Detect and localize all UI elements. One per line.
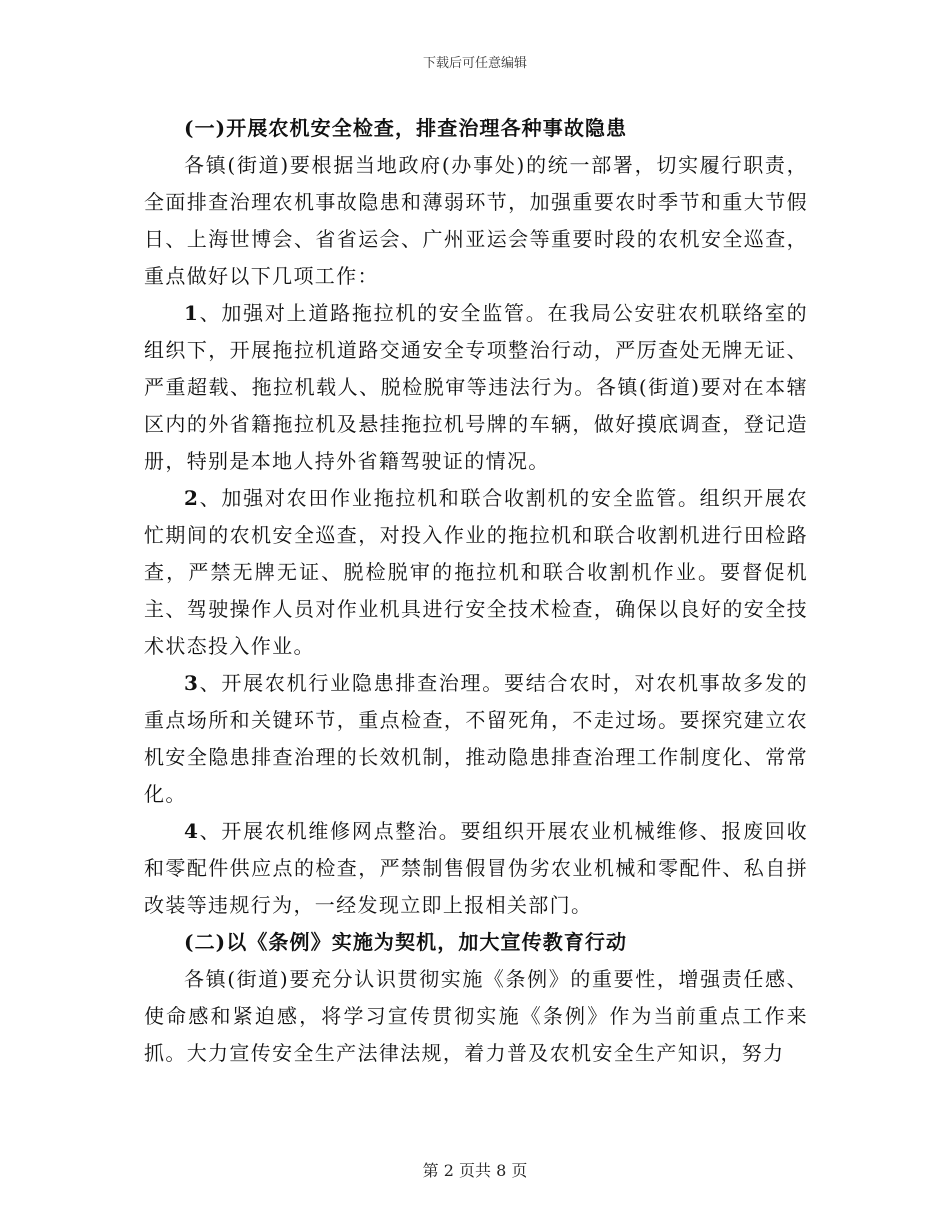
section-1-item-3 [144, 665, 808, 813]
section-1-item-2 [144, 480, 808, 665]
item-number: 2 [184, 486, 200, 510]
item-text: 、加强对上道路拖拉机的安全监管。在我局公安驻农机联络室的组织下，开展拖拉机道路交通安全专项整治行动，严厉查处无牌无证、严重超载、拖拉机载人、脱检脱审等违法行为。各镇(街道)要对在本辖区内的外省籍拖拉机及悬挂拖拉机号牌的车辆，做好摸底调查，登记造册，特别是本地人持外省籍驾驶证的情况。 [144, 301, 808, 473]
item-number: 4 [184, 819, 200, 843]
document-body [144, 110, 808, 1072]
item-text: 、开展农机维修网点整治。要组织开展农业机械维修、报废回收和零配件供应点的检查，严禁制售假冒伪劣农业机械和零配件、私自拼改装等违规行为，一经发现立即上报相关部门。 [144, 819, 808, 917]
page-footer: 第 2 页共 8 页 [422, 1161, 528, 1180]
page-header: 下载后可任意编辑 [422, 56, 527, 71]
item-text: 、加强对农田作业拖拉机和联合收割机的安全监管。组织开展农忙期间的农机安全巡查，对投入作业的拖拉机和联合收割机进行田检路查，严禁无牌无证、脱检脱审的拖拉机和联合收割机作业。要督促机主、驾驶操作人员对作业机具进行安全技术检查，确保以良好的安全技术状态投入作业。 [144, 486, 808, 658]
item-text: 、开展农机行业隐患排查治理。要结合农时，对农机事故多发的重点场所和关键环节，重点检查，不留死角，不走过场。要探究建立农机安全隐患排查治理的长效机制，推动隐患排查治理工作制度化、常常化。 [144, 671, 808, 806]
section-2-intro: 各镇(街道)要充分认识贯彻实施《条例》的重要性，增强责任感、使命感和紧迫感，将学习宣传贯彻实施《条例》作为当前重点工作来抓。大力宣传安全生产法律法规，着力普及农机安全生产知识，努力 [144, 967, 808, 1065]
item-number: 1 [184, 301, 200, 325]
section-1-heading: (一)开展农机安全检查，排查治理各种事故隐患 [184, 116, 628, 140]
section-2-heading: (二)以《条例》实施为契机，加大宣传教育行动 [184, 930, 628, 954]
section-1-item-1 [144, 295, 808, 480]
section-1-intro: 各镇(街道)要根据当地政府(办事处)的统一部署，切实履行职责，全面排查治理农机事故隐患和薄弱环节，加强重要农时季节和重大节假日、上海世博会、省省运会、广州亚运会等重要时段的农机安全巡查，重点做好以下几项工作： [144, 153, 808, 288]
item-number: 3 [184, 671, 200, 695]
section-1-item-4 [144, 813, 808, 924]
